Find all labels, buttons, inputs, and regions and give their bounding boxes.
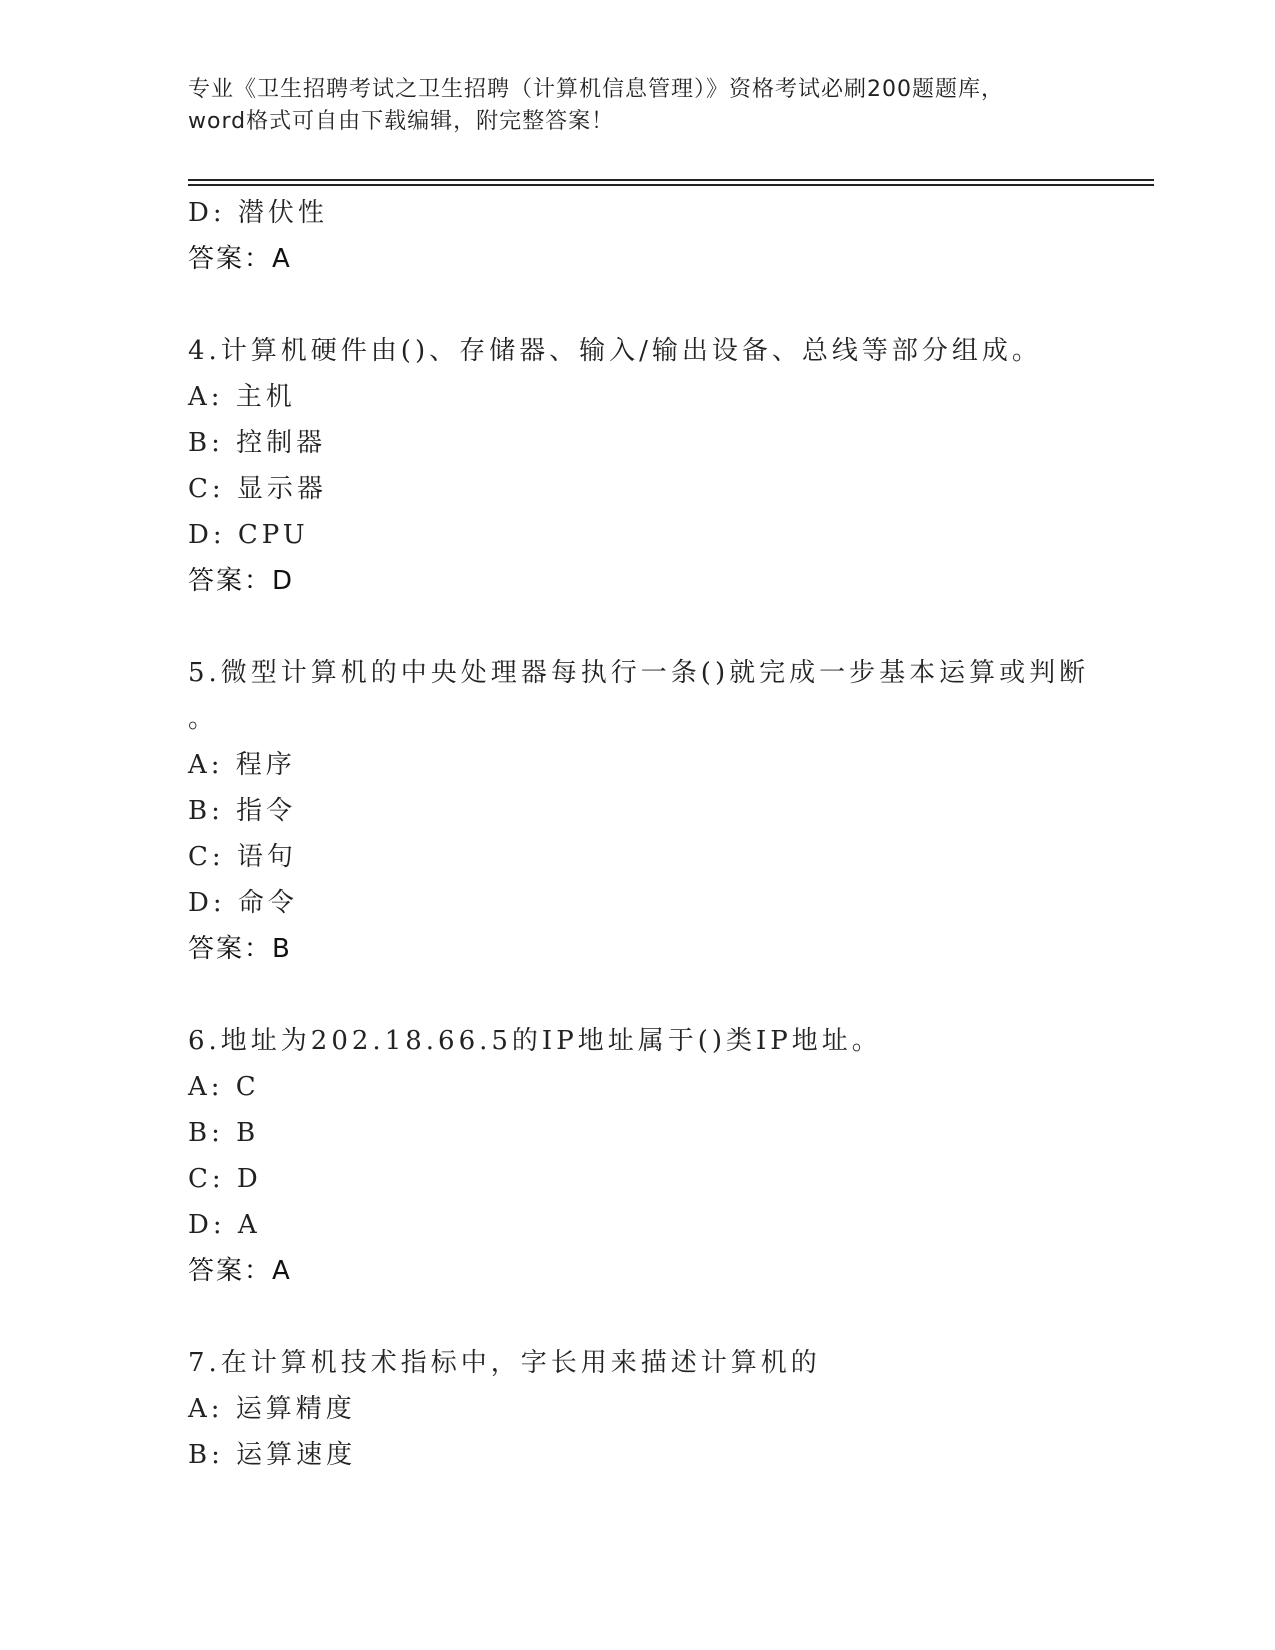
question-6 bbox=[188, 1018, 1088, 1294]
option-d: D: 潜伏性 bbox=[188, 198, 328, 228]
answer: 答案：A bbox=[188, 1256, 292, 1286]
option-b: B: B bbox=[188, 1118, 260, 1148]
answer: 答案：A bbox=[188, 244, 292, 274]
question-stem: 7.在计算机技术指标中，字长用来描述计算机的 bbox=[188, 1348, 821, 1378]
question-stem: 6.地址为202.18.66.5的IP地址属于()类IP地址。 bbox=[188, 1026, 882, 1056]
header-line-2: word格式可自由下载编辑，附完整答案！ bbox=[188, 109, 615, 134]
header-divider-bottom bbox=[188, 184, 1154, 186]
document-header bbox=[188, 74, 1088, 138]
option-a: A: 运算精度 bbox=[188, 1394, 356, 1424]
option-b: B: 控制器 bbox=[188, 428, 327, 458]
header-divider-top bbox=[188, 179, 1154, 181]
answer: 答案：D bbox=[188, 566, 295, 596]
option-d: D: CPU bbox=[188, 520, 309, 550]
question-list bbox=[188, 190, 1088, 1478]
option-a: A: 主机 bbox=[188, 382, 296, 412]
question-5 bbox=[188, 650, 1088, 972]
question-7 bbox=[188, 1340, 1088, 1478]
header-line-1: 专业《卫生招聘考试之卫生招聘（计算机信息管理）》资格考试必刷200题题库， bbox=[188, 77, 1004, 102]
option-d: D: A bbox=[188, 1210, 261, 1240]
question-stem: 4.计算机硬件由()、存储器、输入/输出设备、总线等部分组成。 bbox=[188, 336, 1042, 366]
option-c: C: D bbox=[188, 1164, 262, 1194]
option-b: B: 运算速度 bbox=[188, 1440, 357, 1470]
option-d: D: 命令 bbox=[188, 888, 298, 918]
option-a: A: C bbox=[188, 1072, 260, 1102]
question-4 bbox=[188, 328, 1088, 604]
answer: 答案：B bbox=[188, 934, 292, 964]
question-stem-continuation: 。 bbox=[188, 704, 219, 734]
option-c: C: 语句 bbox=[188, 842, 297, 872]
option-c: C: 显示器 bbox=[188, 474, 327, 504]
option-b: B: 指令 bbox=[188, 796, 297, 826]
option-a: A: 程序 bbox=[188, 750, 296, 780]
question-stem: 5.微型计算机的中央处理器每执行一条()就完成一步基本运算或判断 bbox=[188, 658, 1090, 688]
